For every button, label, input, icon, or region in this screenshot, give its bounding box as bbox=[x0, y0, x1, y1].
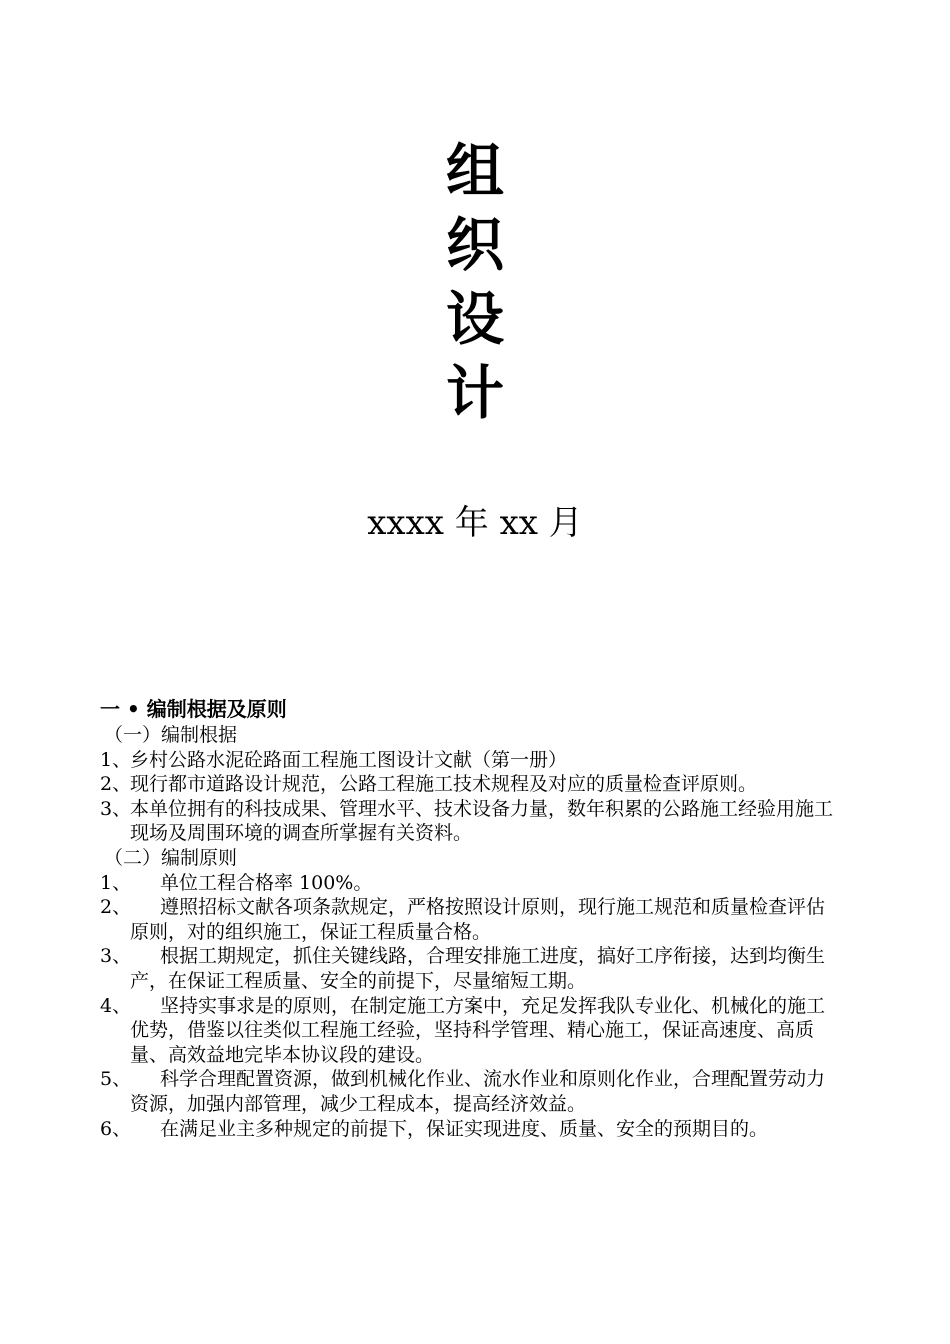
document-title bbox=[0, 134, 950, 430]
list-item bbox=[100, 1117, 840, 1142]
list-item-text: 科学合理配置资源，做到机械化作业、流水作业和原则化作业，合理配置劳动力资源，加强内部管理，减少工程成本，提高经济效益。 bbox=[130, 1068, 826, 1115]
list-item-text: 现行都市道路设计规范，公路工程施工技术规程及对应的质量检查评原则。 bbox=[130, 773, 758, 796]
document-date: xxxx 年 xx 月 bbox=[367, 503, 583, 543]
list-item-number: 1、 bbox=[100, 748, 132, 771]
list-item-text: 遵照招标文献各项条款规定，严格按照设计原则，现行施工规范和质量检查评估原则，对的组织施工，保证工程质量合格。 bbox=[130, 896, 826, 943]
list-item-number: 4、 bbox=[100, 994, 132, 1017]
list-item-text: 在满足业主多种规定的前提下，保证实现进度、质量、安全的预期目的。 bbox=[160, 1117, 769, 1140]
list-item-number: 3、 bbox=[100, 945, 132, 968]
title-char: 设 bbox=[445, 285, 504, 353]
list-item bbox=[100, 1067, 840, 1116]
list-item bbox=[100, 871, 840, 896]
list-item-text: 根据工期规定，抓住关键线路，合理安排施工进度，搞好工序衔接，达到均衡生产，在保证工程质量、安全的前提下，尽量缩短工期。 bbox=[130, 945, 826, 992]
list-item-text: 单位工程合格率 100%。 bbox=[160, 871, 373, 894]
list-item bbox=[100, 944, 840, 993]
list-item-number: 2、 bbox=[100, 773, 132, 796]
document-body bbox=[100, 696, 840, 1141]
list-item-text: 乡村公路水泥砼路面工程施工图设计文献（第一册） bbox=[130, 748, 568, 771]
list-item bbox=[100, 895, 840, 944]
list-item bbox=[100, 748, 840, 773]
title-char: 组 bbox=[445, 137, 504, 205]
list-item bbox=[100, 772, 840, 797]
title-char: 计 bbox=[445, 359, 504, 427]
subsection-heading-basis: （一）编制根据 bbox=[104, 724, 238, 746]
list-item-number: 3、 bbox=[100, 797, 132, 820]
list-item-number: 1、 bbox=[100, 871, 132, 894]
list-item-number: 2、 bbox=[100, 896, 132, 919]
title-char: 织 bbox=[445, 211, 504, 279]
list-item-number: 6、 bbox=[100, 1117, 132, 1140]
list-item-text: 本单位拥有的科技成果、管理水平、技术设备力量，数年积累的公路施工经验用施工现场及周围环境的调查所掌握有关资料。 bbox=[130, 797, 834, 845]
list-item bbox=[100, 994, 840, 1068]
section-heading: 一 • 编制根据及原则 bbox=[100, 697, 287, 721]
list-item-text: 坚持实事求是的原则，在制定施工方案中，充足发挥我队专业化、机械化的施工优势，借鉴以往类似工程施工经验，坚持科学管理、精心施工，保证高速度、高质量、高效益地完毕本协议段的建设。 bbox=[130, 994, 826, 1066]
list-item bbox=[100, 797, 840, 846]
list-item-number: 5、 bbox=[100, 1068, 132, 1091]
subsection-heading-principles: （二）编制原则 bbox=[104, 846, 238, 869]
